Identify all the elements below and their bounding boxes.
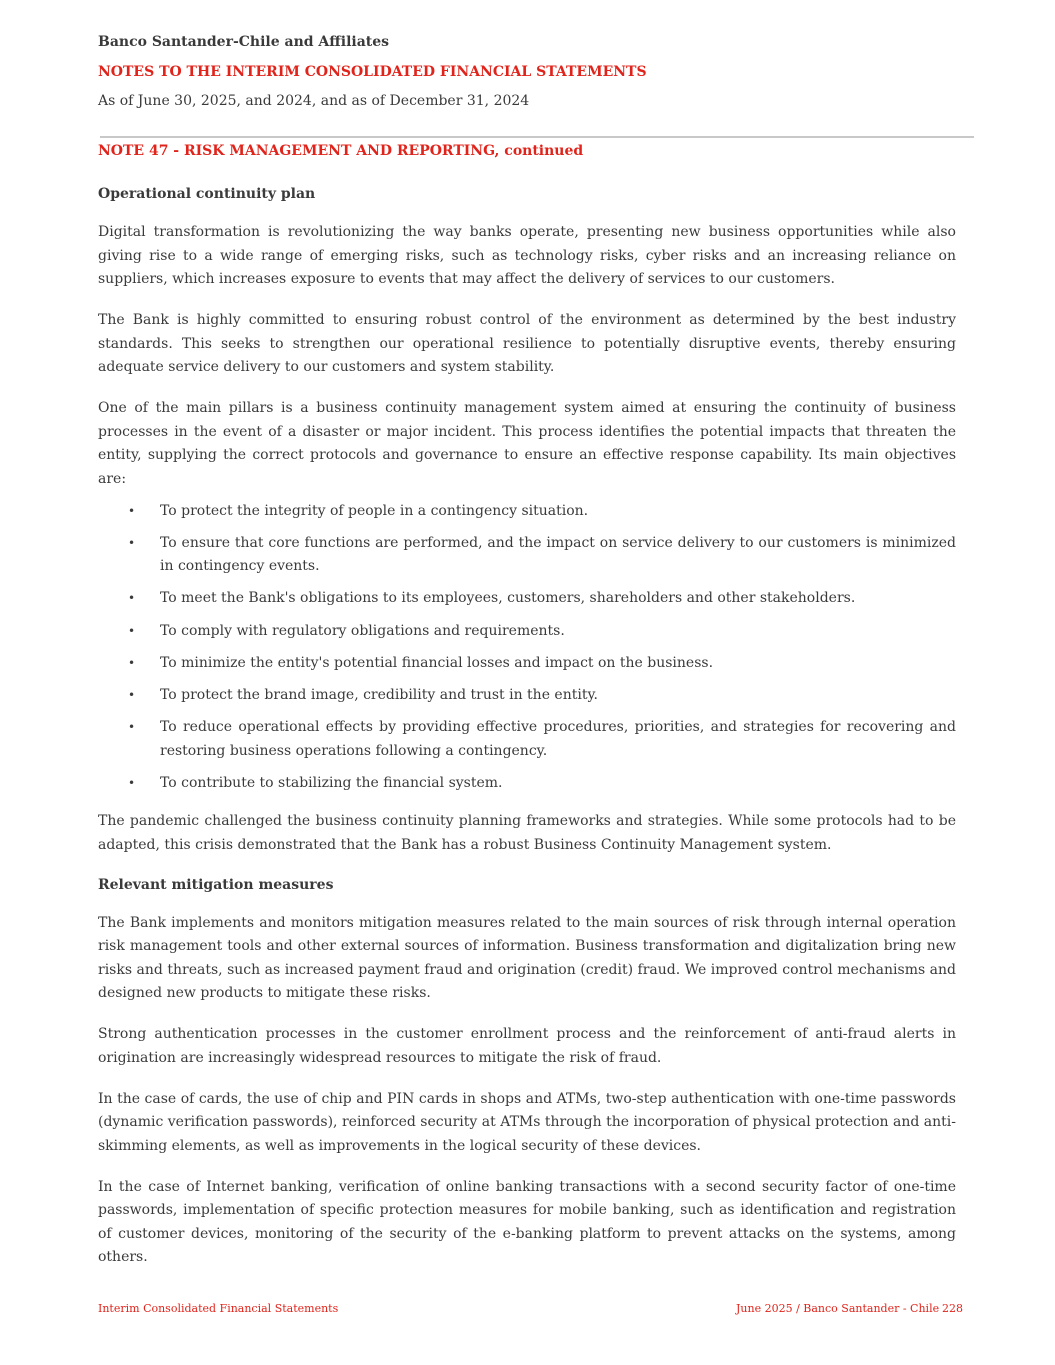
list-item (98, 652, 956, 676)
list-item-text: To protect the integrity of people in a contingency situation. (160, 502, 589, 519)
list-item-text: To ensure that core functions are performed, and the impact on service delivery to our customers is minimized in contingency events. (160, 534, 956, 575)
note-body (98, 184, 956, 1287)
list-item (98, 716, 956, 763)
list-item (98, 684, 956, 708)
footer-report-date: June 2025 / Banco Santander - Chile (736, 1302, 940, 1315)
section-title-mitigation: Relevant mitigation measures (98, 876, 334, 893)
list-item-text: To contribute to stabilizing the financial system. (160, 774, 503, 791)
bullet-icon: • (128, 623, 136, 638)
list-item-text: To comply with regulatory obligations and requirements. (160, 622, 565, 639)
list-item (98, 620, 956, 644)
footer-document-title: Interim Consolidated Financial Statements (98, 1302, 339, 1315)
bullet-icon: • (128, 720, 136, 735)
note-heading: NOTE 47 - RISK MANAGEMENT AND REPORTING, continued (98, 143, 584, 159)
list-item-text: To reduce operational effects by providing effective procedures, priorities, and strategies for recovering and restoring business operations following a contingency. (160, 719, 956, 759)
paragraph: The Bank implements and monitors mitigation measures related to the main sources of risk through internal operation risk management tools and other external sources of information. Business transformation and digitalization bring new risks and threats, such as increased payment fraud and origination (credit) fraud. We improved control mechanisms and designed new products to mitigate these risks. (98, 914, 956, 1002)
paragraph: The Bank is highly committed to ensuring robust control of the environment as determined by the best industry standards. This seeks to strengthen our operational resilience to potentially disruptive events, thereby ensuring adequate service delivery to our customers and system stability. (98, 312, 956, 375)
paragraph: Digital transformation is revolutionizing the way banks operate, presenting new business opportunities while also giving rise to a wide range of emerging risks, such as technology risks, cyber risks and an increasing reliance on suppliers, which increases exposure to events that may affect the delivery of services to our customers. (98, 224, 956, 287)
section-title-continuity: Operational continuity plan (98, 186, 316, 202)
list-item-text: To minimize the entity's potential financial losses and impact on the business. (160, 654, 714, 671)
bullet-icon: • (128, 687, 136, 702)
bullet-icon: • (128, 535, 136, 550)
list-item (98, 500, 956, 524)
paragraph: The pandemic challenged the business continuity planning frameworks and strategies. While some protocols had to be adapted, this crisis demonstrated that the Bank has a robust Business Continuity Management system. (98, 813, 956, 853)
objectives-list (98, 500, 956, 796)
list-item (98, 587, 956, 611)
list-item-text: To meet the Bank's obligations to its employees, customers, shareholders and other stakeholders. (160, 590, 856, 607)
paragraph: In the case of Internet banking, verification of online banking transactions with a second security factor of one-time passwords, implementation of specific protection measures for mobile banking, such as identification and registration of customer devices, monitoring of the security of the e-banking platform to prevent attacks on the systems, among others. (98, 1178, 956, 1266)
paragraph: One of the main pillars is a business continuity management system aimed at ensuring the continuity of business processes in the event of a disaster or major incident. This process identifies the potential impacts that threaten the entity, supplying the correct protocols and governance to ensure an effective response capability. Its main objectives are: (98, 400, 956, 487)
bullet-icon: • (128, 591, 136, 606)
paragraph: Strong authentication processes in the customer enrollment process and the reinforcement of anti-fraud alerts in origination are increasingly widespread resources to mitigate the risk of fraud. (98, 1026, 956, 1066)
bullet-icon: • (128, 503, 136, 518)
bullet-icon: • (128, 775, 136, 790)
page-number: 228 (942, 1302, 963, 1315)
list-item-text: To protect the brand image, credibility and trust in the entity. (160, 686, 598, 703)
paragraph: In the case of cards, the use of chip and PIN cards in shops and ATMs, two-step authentication with one-time passwords (dynamic verification passwords), reinforced security at ATMs through the incorporation of physical protection and anti-skimming elements, as well as improvements in the logical security of these devices. (98, 1090, 956, 1154)
header-divider (100, 136, 974, 138)
as-of-date: As of June 30, 2025, and 2024, and as of December 31, 2024 (98, 93, 530, 109)
bullet-icon: • (128, 655, 136, 670)
list-item (98, 772, 956, 796)
company-name: Banco Santander-Chile and Affiliates (98, 34, 390, 50)
list-item (98, 532, 956, 579)
notes-title: NOTES TO THE INTERIM CONSOLIDATED FINANCIAL STATEMENTS (98, 64, 647, 80)
